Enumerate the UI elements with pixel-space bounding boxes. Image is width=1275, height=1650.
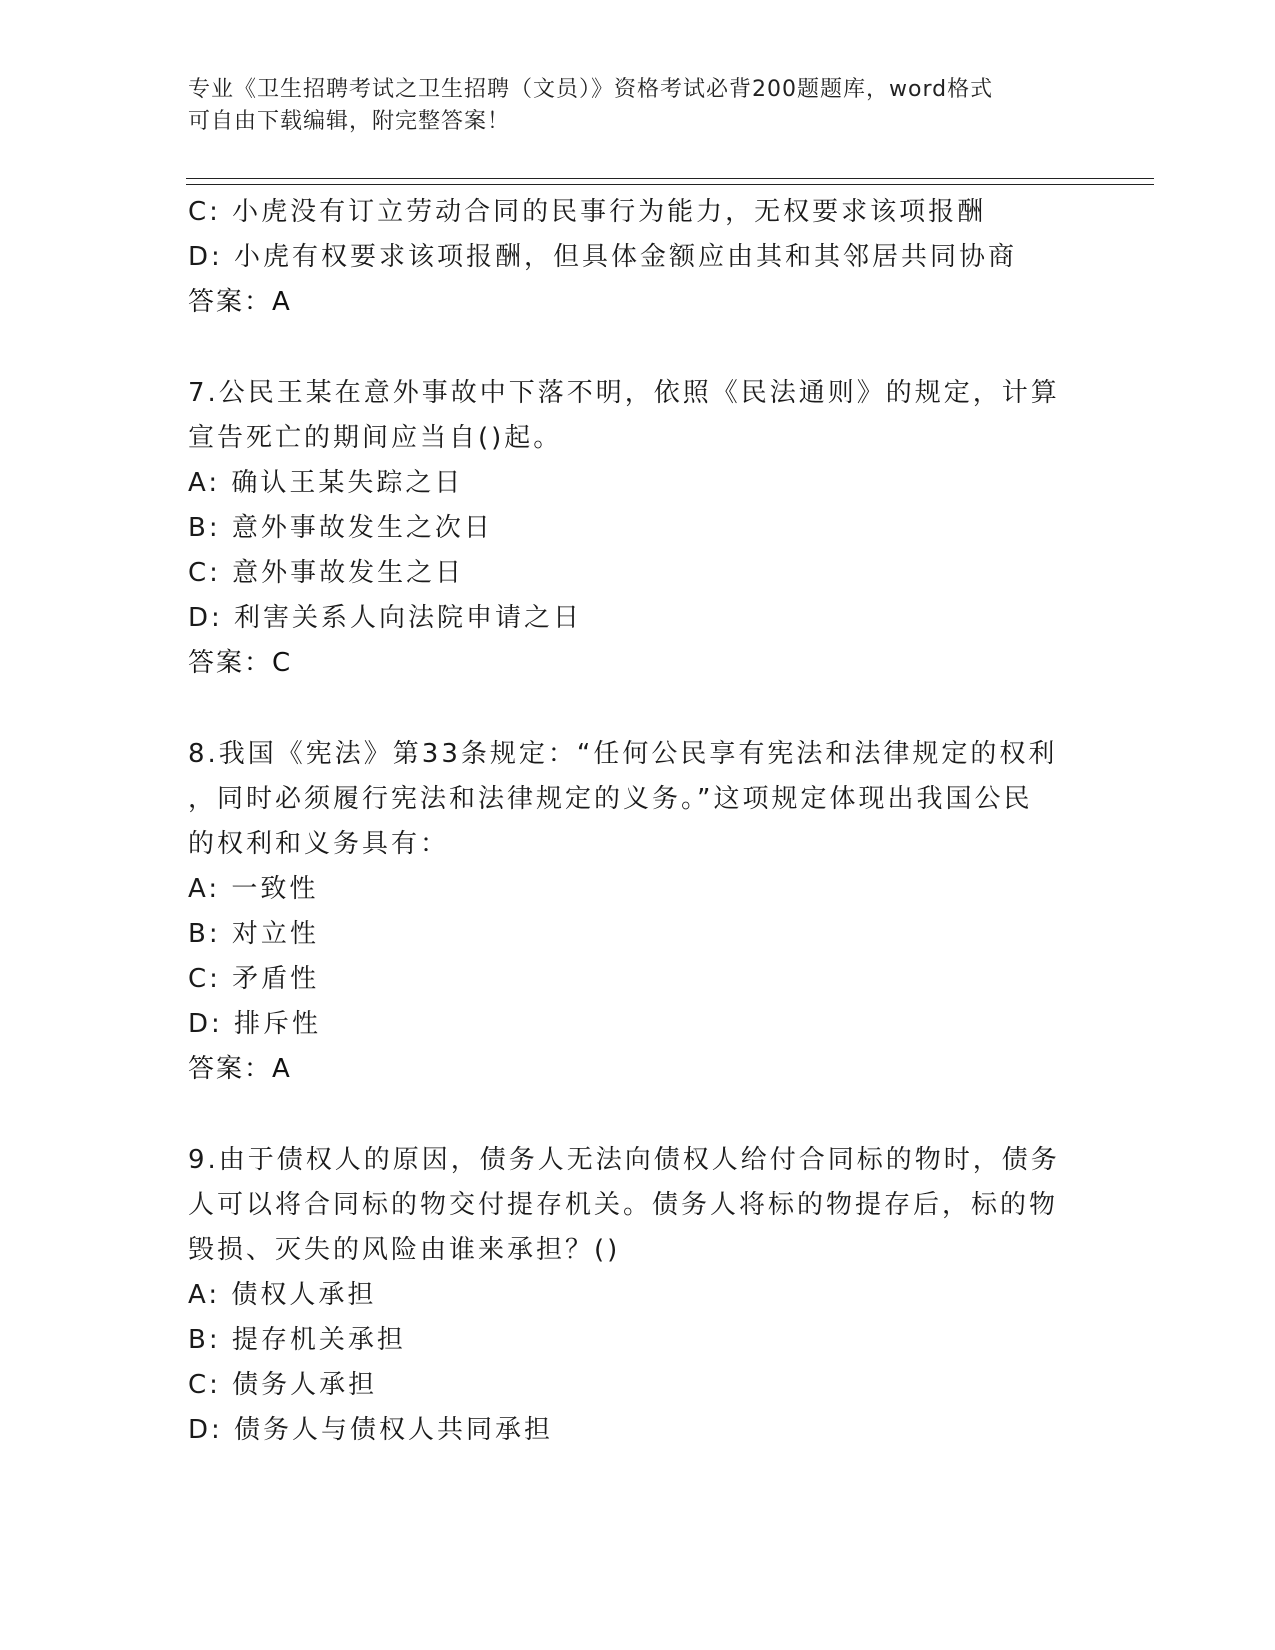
header-line-1: 专业《卫生招聘考试之卫生招聘（文员）》资格考试必背200题题库，word格式 xyxy=(188,77,994,102)
option-d: D: 债务人与债权人共同承担 xyxy=(188,1415,554,1445)
option-b: B: 提存机关承担 xyxy=(188,1325,406,1355)
question-text: ，同时必须履行宪法和法律规定的义务。”这项规定体现出我国公民 xyxy=(188,784,1033,814)
question-8 xyxy=(188,732,1088,1092)
option-a: A: 确认王某失踪之日 xyxy=(188,468,464,498)
question-9 xyxy=(188,1138,1088,1453)
question-7 xyxy=(188,371,1088,686)
question-text: 人可以将合同标的物交付提存机关。债务人将标的物提存后，标的物 xyxy=(188,1190,1059,1220)
question-text: 9.由于债权人的原因，债务人无法向债权人给付合同标的物时，债务 xyxy=(188,1145,1060,1175)
option-c: C: 债务人承担 xyxy=(188,1370,378,1400)
option-d: D: 排斥性 xyxy=(188,1009,322,1039)
header-line-2: 可自由下载编辑，附完整答案！ xyxy=(188,109,511,134)
option-d: D: 小虎有权要求该项报酬，但具体金额应由其和其邻居共同协商 xyxy=(188,242,1018,272)
option-d: D: 利害关系人向法院申请之日 xyxy=(188,603,583,633)
answer: 答案：A xyxy=(188,1054,292,1084)
option-c: C: 矛盾性 xyxy=(188,964,320,994)
header-rule-top xyxy=(186,178,1154,179)
question-6-tail xyxy=(188,190,1088,325)
question-text: 毁损、灭失的风险由谁来承担？() xyxy=(188,1235,621,1265)
option-a: A: 一致性 xyxy=(188,874,319,904)
question-text: 8.我国《宪法》第33条规定：“任何公民享有宪法和法律规定的权利 xyxy=(188,739,1058,769)
option-c: C: 意外事故发生之日 xyxy=(188,558,465,588)
option-c: C: 小虎没有订立劳动合同的民事行为能力，无权要求该项报酬 xyxy=(188,197,987,227)
header-rule-bottom xyxy=(186,184,1154,185)
question-text: 宣告死亡的期间应当自()起。 xyxy=(188,423,563,453)
question-text: 7.公民王某在意外事故中下落不明，依照《民法通则》的规定，计算 xyxy=(188,378,1060,408)
question-text: 的权利和义务具有： xyxy=(188,829,450,859)
document-body xyxy=(188,190,1088,1453)
option-b: B: 意外事故发生之次日 xyxy=(188,513,493,543)
option-a: A: 债权人承担 xyxy=(188,1280,377,1310)
answer: 答案：A xyxy=(188,287,292,317)
option-b: B: 对立性 xyxy=(188,919,319,949)
answer: 答案：C xyxy=(188,648,293,678)
document-header xyxy=(188,74,1088,138)
